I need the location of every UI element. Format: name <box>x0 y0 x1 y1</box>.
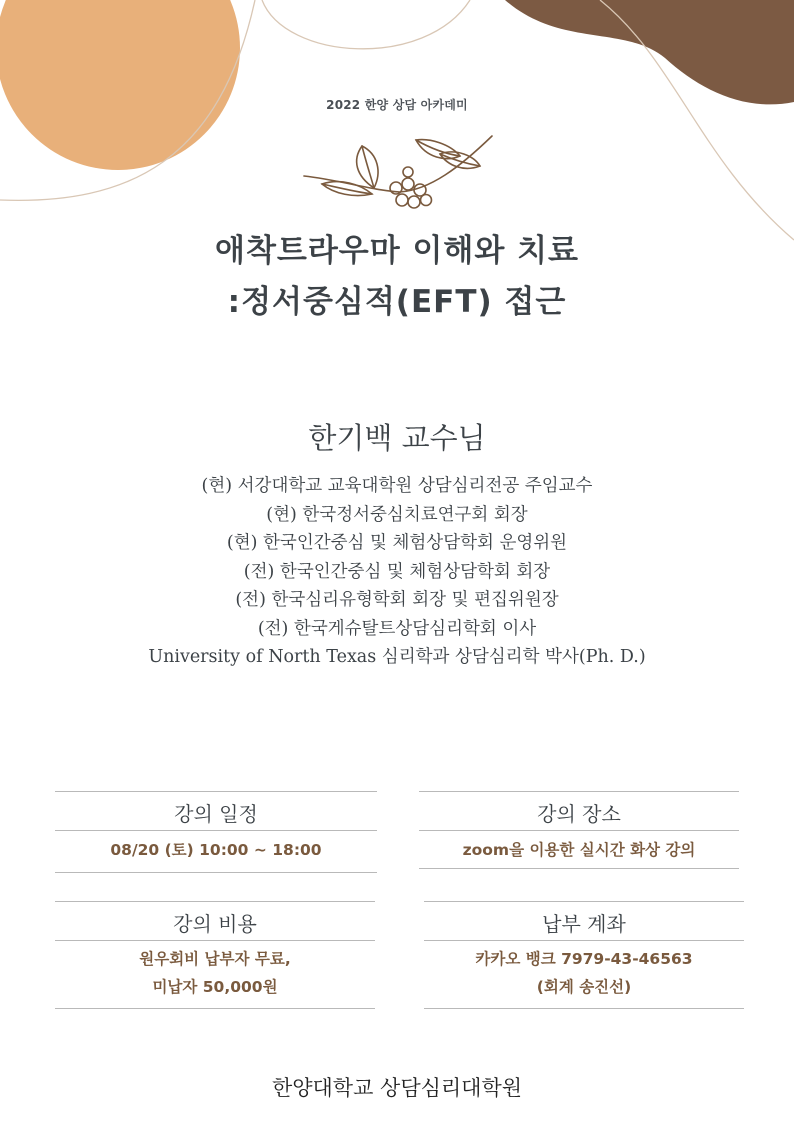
credential-item: University of North Texas 심리학과 상담심리학 박사(Ph. D.) <box>148 647 646 667</box>
divider <box>55 872 377 873</box>
divider <box>55 901 375 902</box>
location-label: 강의 장소 <box>537 802 621 826</box>
organizer-name: 한양대학교 상담심리대학원 <box>271 1076 523 1100</box>
account-block <box>424 901 744 1011</box>
account-value-line-2: (회계 송진선) <box>536 978 632 996</box>
divider <box>419 868 739 869</box>
location-block <box>419 791 739 869</box>
divider <box>419 791 739 792</box>
credential-item: (현) 서강대학교 교육대학원 상담심리전공 주임교수 <box>201 476 593 496</box>
title-line-1: 애착트라우마 이해와 치료 <box>215 233 579 269</box>
academy-label: 2022 한양 상담 아카데미 <box>326 98 468 112</box>
coffee-branch-icon <box>300 132 500 214</box>
divider <box>424 901 744 902</box>
divider <box>55 791 377 792</box>
divider <box>419 830 739 831</box>
divider <box>55 1008 375 1009</box>
schedule-label: 강의 일정 <box>174 802 258 826</box>
speaker-credentials <box>0 472 794 672</box>
fee-value-line-1: 원우회비 납부자 무료, <box>139 950 291 968</box>
divider <box>55 940 375 941</box>
speaker-name: 한기백 교수님 <box>308 421 486 455</box>
schedule-value: 08/20 (토) 10:00 ~ 18:00 <box>110 841 322 859</box>
account-value-line-1: 카카오 뱅크 7979-43-46563 <box>475 950 693 968</box>
credential-item: (현) 한국정서중심치료연구회 회장 <box>266 504 528 525</box>
thin-arc-top <box>262 0 470 49</box>
credential-item: (전) 한국게슈탈트상담심리학회 이사 <box>257 618 537 639</box>
schedule-block <box>55 791 377 873</box>
fee-value-line-2: 미납자 50,000원 <box>152 978 278 996</box>
account-label: 납부 계좌 <box>542 912 626 936</box>
title-line-2: :정서중심적(EFT) 접근 <box>227 284 567 320</box>
fee-label: 강의 비용 <box>173 912 257 936</box>
fee-block <box>55 901 375 1011</box>
location-value: zoom을 이용한 실시간 화상 강의 <box>462 841 696 859</box>
credential-item: (전) 한국인간중심 및 체험상담학회 회장 <box>243 561 551 582</box>
divider <box>424 1008 744 1009</box>
peach-circle <box>0 0 240 170</box>
credential-item: (전) 한국심리유형학회 회장 및 편집위원장 <box>235 590 559 610</box>
divider <box>55 830 377 831</box>
credential-item: (현) 한국인간중심 및 체험상담학회 운영위원 <box>226 533 568 553</box>
divider <box>424 940 744 941</box>
